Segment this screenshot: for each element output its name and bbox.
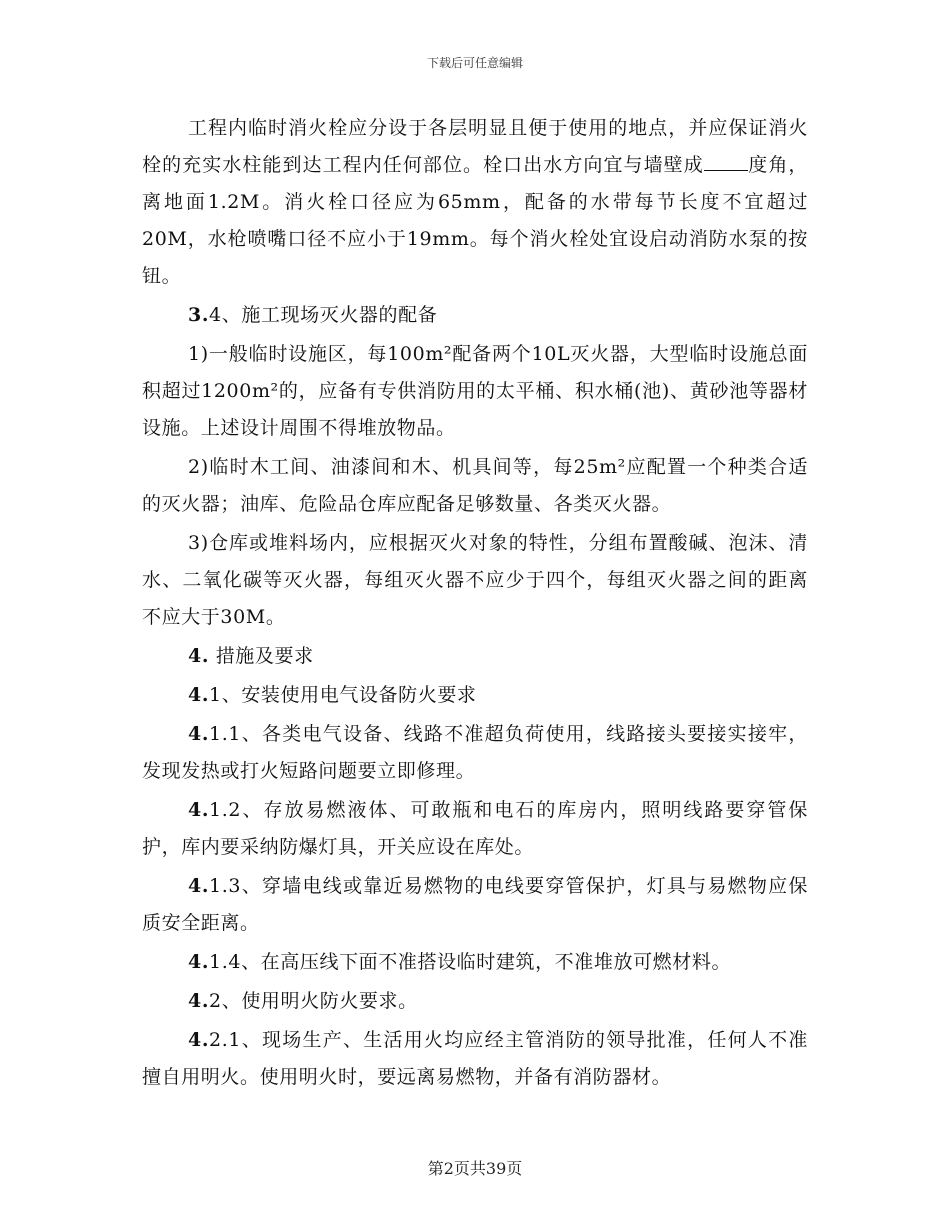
section-heading-3-4 xyxy=(142,297,808,334)
page-footer: 第2页共39页 xyxy=(427,1159,523,1178)
page-header: 下载后可任意编辑 xyxy=(426,56,523,70)
paragraph-item-1: 1)一般临时设施区，每100m²配备两个10L灭火器，大型临时设施总面积超过1200m²的，应备有专供消防用的太平桶、积水桶(池)、黄砂池等器材设施。上述设计周围不得堆放物品。 xyxy=(142,343,808,439)
section-number: 4. xyxy=(188,1029,210,1051)
paragraph-text: 度角，离地面1.2M。消火栓口径应为65mm，配备的水带每节长度不宜超过20M，水枪喷嘴口径不应小于19mm。每个消火栓处宜设启动消防水泵的按钮。 xyxy=(142,154,808,287)
document-body xyxy=(142,110,808,1098)
paragraph-text: 2.1、现场生产、生活用火均应经主管消防的领导批准，任何人不准擅自用明火。使用明火时，要远离易燃物，并备有消防器材。 xyxy=(142,1029,808,1088)
paragraph-text: 1.4、在高压线下面不准搭设临时建筑，不准堆放可燃材料。 xyxy=(209,951,732,973)
paragraph-4-1-2 xyxy=(142,792,808,866)
section-number: 4. xyxy=(188,990,210,1012)
section-number: 3. xyxy=(188,304,210,326)
paragraph-text: 工程内临时消火栓应分设于各层明显且便于使用的地点，并应保证消火栓的充实水柱能到达工程内任何部位。栓口出水方向宜与墙壁成 xyxy=(142,117,808,176)
paragraph-fire-hydrant xyxy=(142,110,808,295)
paragraph-4-1-3 xyxy=(142,868,808,942)
section-number: 4. xyxy=(188,723,210,745)
paragraph-text: 1.2、存放易燃液体、可敢瓶和电石的库房内，照明线路要穿管保护，库内要采纳防爆灯具，开关应设在库处。 xyxy=(142,799,808,858)
section-number: 4. xyxy=(188,645,210,667)
section-title: 1、安装使用电气设备防火要求 xyxy=(209,684,477,706)
section-heading-4-2 xyxy=(142,983,808,1020)
section-heading-4 xyxy=(142,638,808,675)
section-title: 4、施工现场灭火器的配备 xyxy=(209,304,438,326)
paragraph-item-2: 2)临时木工间、油漆间和木、机具间等，每25m²应配置一个种类合适的灭火器；油库、危险品仓库应配备足够数量、各类灭火器。 xyxy=(142,456,808,515)
paragraph-text: 1.1、各类电气设备、线路不准超负荷使用，线路接头要接实接牢，发现发热或打火短路问题要立即修理。 xyxy=(142,723,808,782)
section-title: 2、使用明火防火要求。 xyxy=(209,990,418,1012)
section-number: 4. xyxy=(188,875,210,897)
section-number: 4. xyxy=(188,799,210,821)
paragraph-item-3: 3)仓库或堆料场内，应根据灭火对象的特性，分组布置酸碱、泡沫、清水、二氧化碳等灭火器，每组灭火器不应少于四个，每组灭火器之间的距离不应大于30M。 xyxy=(142,532,808,628)
paragraph-4-2-1 xyxy=(142,1022,808,1096)
section-number: 4. xyxy=(188,684,210,706)
paragraph-4-1-1 xyxy=(142,716,808,790)
section-number: 4. xyxy=(188,951,210,973)
paragraph-text: 1.3、穿墙电线或靠近易燃物的电线要穿管保护，灯具与易燃物应保质安全距离。 xyxy=(142,875,808,934)
section-title: 措施及要求 xyxy=(215,645,314,667)
section-heading-4-1 xyxy=(142,677,808,714)
fill-in-blank xyxy=(704,152,748,171)
paragraph-4-1-4 xyxy=(142,944,808,981)
